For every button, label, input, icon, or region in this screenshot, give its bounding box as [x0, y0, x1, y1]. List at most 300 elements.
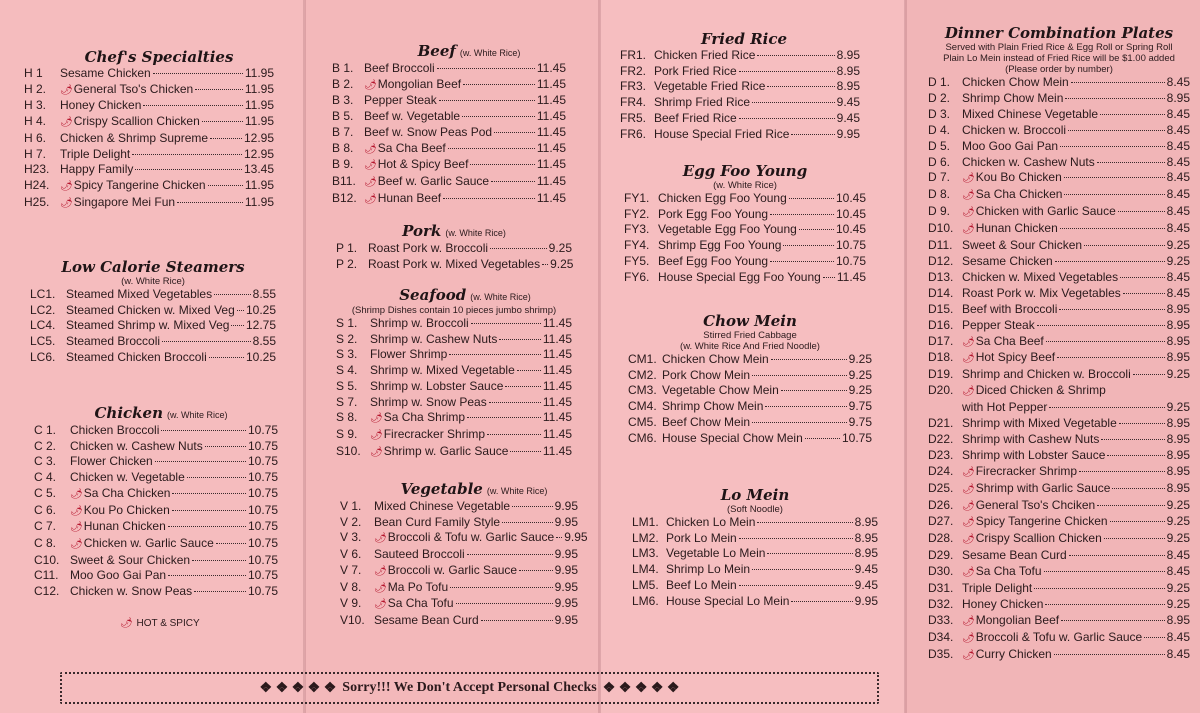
chili-pepper-icon: 🌶 — [962, 190, 975, 202]
item-name: Diced Chicken & Shrimp — [975, 383, 1106, 398]
menu-item — [928, 564, 1190, 581]
item-name: Hunan Chicken — [975, 221, 1058, 236]
item-list — [928, 75, 1190, 664]
chili-pepper-icon: 🌶 — [364, 143, 377, 155]
item-price: 8.55 — [252, 287, 276, 301]
dot-leader — [192, 560, 246, 561]
item-price: 9.25 — [848, 383, 872, 398]
dot-leader — [505, 386, 540, 387]
dot-leader — [1059, 309, 1164, 310]
item-price: 9.95 — [554, 579, 578, 594]
item-name: Pork Lo Mein — [666, 530, 737, 545]
chili-pepper-icon: 🌶 — [962, 632, 975, 644]
section-beef — [332, 42, 566, 207]
item-price: 8.95 — [1166, 350, 1190, 365]
chili-pepper-icon: 🌶 — [70, 488, 83, 500]
menu-item — [620, 111, 860, 127]
item-price: 8.95 — [854, 546, 878, 561]
item-code: CM6. — [628, 430, 657, 445]
menu-item — [620, 64, 860, 80]
item-code: D13. — [928, 269, 954, 284]
item-code: V 2. — [340, 514, 362, 529]
item-price: 10.75 — [835, 253, 866, 268]
section-subtitle: (Soft Noodle) — [727, 504, 783, 515]
item-code: FY1. — [624, 191, 650, 205]
dot-leader — [805, 438, 840, 439]
item-code: B 5. — [332, 109, 354, 124]
chili-pepper-icon: 🌶 — [962, 336, 975, 348]
dot-leader — [791, 601, 852, 602]
item-name: Steamed Shrimp w. Mixed Veg — [66, 318, 230, 333]
item-list — [620, 48, 860, 142]
item-price: 9.95 — [554, 547, 578, 562]
dot-leader — [153, 73, 243, 74]
item-name: Chicken & Shrimp Supreme — [60, 130, 209, 145]
item-name: Pork Egg Foo Young — [658, 206, 769, 221]
menu-item — [34, 454, 278, 470]
item-name: Shrimp with Cashew Nuts — [962, 431, 1100, 446]
section-title: Low Calorie Steamers — [61, 258, 245, 276]
item-code: H 2. — [24, 81, 47, 96]
menu-item — [30, 350, 276, 366]
dot-leader — [1046, 341, 1165, 342]
item-name: Beef w. Vegetable — [364, 109, 461, 124]
item-code: C10. — [34, 552, 60, 567]
menu-item — [928, 448, 1190, 464]
item-name: Beef w. Garlic Sauce — [377, 173, 490, 188]
dot-leader — [194, 591, 246, 592]
item-code: D24. — [928, 463, 954, 478]
dot-leader — [168, 575, 246, 576]
item-list — [628, 352, 872, 446]
dot-leader — [481, 620, 553, 621]
item-price: 8.45 — [1166, 154, 1190, 169]
item-code: D 6. — [928, 154, 951, 169]
item-price: 8.45 — [1166, 122, 1190, 137]
item-name: Beef w. Snow Peas Pod — [364, 124, 493, 139]
item-code: FY5. — [624, 253, 650, 268]
menu-item — [336, 241, 572, 257]
dot-leader — [1037, 325, 1165, 326]
item-price: 11.95 — [244, 177, 274, 192]
item-name: Chicken Broccoli — [70, 423, 160, 437]
item-code: C 6. — [34, 502, 57, 517]
dot-leader — [208, 185, 243, 186]
item-price: 8.95 — [1166, 447, 1190, 462]
menu-item — [34, 553, 278, 569]
dot-leader — [1049, 407, 1164, 408]
item-price: 8.95 — [854, 515, 878, 529]
item-name: Shrimp w. Garlic Sauce — [383, 443, 509, 458]
section-title: Chicken — [94, 404, 163, 422]
item-code: LC2. — [30, 302, 56, 317]
item-code: S 4. — [336, 363, 358, 378]
item-name: Shrimp Fried Rice — [654, 95, 751, 110]
chili-pepper-icon: 🌶 — [60, 117, 73, 129]
item-code: CM3. — [628, 383, 657, 398]
section-header — [34, 404, 278, 423]
menu-item — [30, 334, 276, 350]
menu-item — [34, 519, 278, 536]
menu-item — [928, 464, 1190, 481]
item-price: 8.45 — [1166, 269, 1190, 284]
menu-item — [24, 98, 274, 114]
item-code: B 2. — [332, 76, 354, 91]
item-code: D26. — [928, 497, 954, 512]
menu-item — [632, 562, 878, 578]
item-price: 8.45 — [1166, 221, 1190, 236]
menu-item — [928, 400, 1190, 416]
item-price: 11.45 — [836, 269, 866, 284]
item-price: 9.95 — [554, 596, 578, 611]
menu-item — [928, 647, 1190, 664]
diamond-ornament-icon: ❖ ❖ ❖ ❖ ❖ — [602, 680, 680, 696]
dot-leader — [791, 134, 834, 135]
item-price: 12.95 — [243, 130, 274, 145]
item-code: D 1. — [928, 75, 951, 89]
item-name: Vegetable Fried Rice — [654, 79, 766, 94]
item-code: FY2. — [624, 206, 650, 221]
item-name: Firecracker Shrimp — [383, 426, 486, 441]
dot-leader — [172, 493, 246, 494]
item-name: Hunan Chicken — [83, 519, 166, 534]
item-list — [34, 423, 278, 600]
item-code: D25. — [928, 480, 954, 495]
item-price: 8.45 — [1166, 187, 1190, 202]
item-price: 9.95 — [564, 530, 588, 545]
menu-item — [332, 93, 566, 109]
personal-checks-notice — [60, 672, 879, 704]
item-name: Vegetable Chow Mein — [662, 383, 779, 398]
dot-leader — [231, 325, 244, 326]
item-name: Beef Chow Mein — [662, 414, 751, 429]
item-price: 11.45 — [542, 347, 572, 362]
dot-leader — [143, 105, 242, 106]
chili-pepper-icon: 🌶 — [962, 615, 975, 627]
item-code: D12. — [928, 253, 954, 268]
item-name: Beef Egg Foo Young — [658, 253, 769, 268]
item-code: V 3. — [340, 530, 362, 545]
dot-leader — [752, 569, 853, 570]
chili-pepper-icon: 🌶 — [962, 353, 975, 365]
item-price: 10.75 — [247, 423, 278, 437]
chili-pepper-icon: 🌶 — [374, 599, 387, 611]
item-name: House Special Fried Rice — [654, 126, 790, 141]
item-list — [340, 499, 588, 629]
item-name: Steamed Chicken Broccoli — [66, 349, 207, 364]
menu-item — [628, 383, 872, 399]
menu-item — [340, 530, 588, 547]
menu-item — [928, 238, 1190, 254]
item-name: Kou Bo Chicken — [975, 170, 1062, 185]
item-code: D 7. — [928, 170, 951, 185]
item-code: LC4. — [30, 318, 56, 333]
item-name: Spicy Tangerine Chicken — [975, 514, 1108, 529]
item-price: 8.45 — [1166, 646, 1190, 661]
item-name: Shrimp Lo Mein — [666, 562, 751, 577]
menu-item — [928, 254, 1190, 270]
dot-leader — [462, 116, 535, 117]
dot-leader — [1065, 98, 1164, 99]
item-price: 8.95 — [836, 48, 860, 62]
chili-pepper-icon: 🌶 — [70, 505, 83, 517]
menu-item — [632, 515, 878, 531]
dot-leader — [487, 434, 541, 435]
menu-item — [336, 427, 572, 444]
dot-leader — [1064, 194, 1164, 195]
item-price: 9.25 — [1166, 514, 1190, 529]
menu-item — [928, 367, 1190, 383]
item-name: Chicken Chow Mein — [962, 75, 1069, 89]
item-code: D16. — [928, 317, 954, 332]
item-code: D10. — [928, 221, 954, 236]
dot-leader — [771, 359, 847, 360]
item-code: B 9. — [332, 157, 354, 172]
menu-item — [34, 568, 278, 584]
item-code: C 4. — [34, 470, 57, 485]
item-code: D28. — [928, 531, 954, 546]
menu-item — [928, 481, 1190, 498]
item-name: Mongolian Beef — [377, 76, 462, 91]
chili-pepper-icon: 🌶 — [60, 180, 73, 192]
item-code: V 8. — [340, 579, 362, 594]
dot-leader — [1054, 654, 1165, 655]
item-code: H 4. — [24, 114, 47, 129]
menu-item — [928, 383, 1190, 400]
item-price: 10.45 — [835, 222, 866, 237]
menu-item — [632, 578, 878, 594]
item-name: Shrimp w. Cashew Nuts — [370, 331, 498, 346]
menu-item — [340, 613, 578, 629]
item-name: Beef with Broccoli — [962, 301, 1058, 316]
item-code: CM5. — [628, 414, 657, 429]
item-name: Roast Pork w. Mixed Vegetables — [368, 256, 541, 271]
item-price: 8.45 — [1166, 204, 1190, 219]
menu-item — [332, 61, 566, 77]
dot-leader — [202, 121, 243, 122]
item-name: Beef Broccoli — [364, 61, 435, 75]
item-list — [336, 241, 572, 272]
item-price: 10.75 — [247, 584, 278, 599]
item-code: D 8. — [928, 187, 951, 202]
item-price: 10.75 — [247, 454, 278, 469]
dot-leader — [739, 538, 853, 539]
dot-leader — [1107, 455, 1164, 456]
item-name: Pork Fried Rice — [654, 63, 737, 78]
dot-leader — [489, 402, 541, 403]
item-price: 8.95 — [1166, 416, 1190, 431]
menu-item — [928, 350, 1190, 367]
dot-leader — [214, 294, 251, 295]
item-name: Sesame Chicken — [60, 66, 151, 80]
dot-leader — [1045, 604, 1164, 605]
menu-item — [336, 379, 572, 395]
section-fried-rice — [620, 30, 860, 142]
dot-leader — [1069, 555, 1165, 556]
item-price: 10.75 — [247, 485, 278, 500]
item-price: 10.75 — [841, 430, 872, 445]
menu-item — [24, 114, 274, 131]
dot-leader — [783, 245, 834, 246]
item-price: 8.95 — [836, 79, 860, 94]
item-price: 10.75 — [247, 535, 278, 550]
item-name: Shrimp w. Mixed Vegetable — [370, 363, 515, 378]
item-price: 9.25 — [848, 352, 872, 366]
menu-item — [928, 548, 1190, 564]
dot-leader — [1034, 588, 1164, 589]
section-subtitle: (w. White Rice And Fried Noodle) — [680, 341, 820, 352]
item-name: Pork Chow Mein — [662, 367, 751, 382]
menu-item — [30, 318, 276, 334]
dot-leader — [195, 89, 243, 90]
dot-leader — [1133, 374, 1165, 375]
chili-pepper-icon: 🌶 — [962, 517, 975, 529]
item-code: C11. — [34, 568, 59, 583]
menu-item — [34, 439, 278, 455]
item-code: S 9. — [336, 426, 358, 441]
fold-line — [598, 0, 601, 713]
item-price: 8.45 — [1166, 564, 1190, 579]
dot-leader — [494, 132, 535, 133]
section-title: Pork — [402, 222, 442, 240]
dot-leader — [752, 422, 847, 423]
menu-item — [624, 222, 866, 238]
item-code: V 7. — [340, 562, 362, 577]
dot-leader — [177, 202, 243, 203]
dot-leader — [752, 375, 847, 376]
item-code: D14. — [928, 285, 954, 300]
menu-item — [30, 303, 276, 319]
menu-item — [336, 410, 572, 427]
item-list — [30, 287, 276, 366]
chili-pepper-icon: 🌶 — [364, 176, 377, 188]
dot-leader — [216, 543, 246, 544]
item-code: S 1. — [336, 316, 358, 330]
menu-item — [332, 141, 566, 158]
menu-item — [336, 316, 572, 332]
dot-leader — [1144, 637, 1164, 638]
item-name: Sweet & Sour Chicken — [70, 552, 191, 567]
menu-item — [336, 332, 572, 348]
item-price: 9.45 — [836, 110, 860, 125]
menu-item — [340, 580, 578, 597]
item-price: 9.25 — [1166, 597, 1190, 611]
chili-pepper-icon: 🌶 — [70, 538, 83, 550]
item-price: 12.95 — [243, 146, 274, 161]
menu-item — [628, 368, 872, 384]
chili-pepper-icon: 🌶 — [120, 618, 133, 629]
chili-pepper-icon: 🌶 — [370, 446, 383, 458]
dot-leader — [739, 585, 853, 586]
section-header — [336, 222, 572, 241]
menu-item — [620, 95, 860, 111]
menu-item — [340, 547, 578, 563]
chili-pepper-icon: 🌶 — [962, 224, 975, 236]
section-pork — [336, 222, 572, 272]
item-name: Beef Fried Rice — [654, 110, 737, 125]
dot-leader — [449, 354, 541, 355]
dot-leader — [491, 181, 535, 182]
item-name: Chicken w. Cashew Nuts — [962, 154, 1095, 169]
item-code: FR6. — [620, 126, 647, 141]
section-chicken — [34, 404, 278, 600]
item-code: D34. — [928, 629, 954, 644]
item-name: Happy Family — [60, 162, 134, 177]
item-code: D18. — [928, 350, 954, 365]
item-price: 9.25 — [550, 256, 574, 271]
item-name: House Special Egg Foo Young — [658, 269, 821, 284]
dot-leader — [799, 229, 834, 230]
menu-item — [332, 191, 566, 208]
item-price: 9.75 — [848, 414, 872, 429]
chili-pepper-icon: 🌶 — [374, 533, 387, 545]
item-price: 11.45 — [536, 61, 566, 75]
item-code: S 5. — [336, 378, 358, 393]
dot-leader — [757, 55, 834, 56]
dot-leader — [1104, 538, 1165, 539]
dot-leader — [739, 118, 835, 119]
dot-leader — [237, 310, 244, 311]
item-name: Steamed Chicken w. Mixed Veg — [66, 302, 235, 317]
item-price: 12.75 — [245, 318, 276, 333]
item-price: 9.45 — [836, 95, 860, 110]
item-name: Moo Goo Gai Pan — [962, 138, 1059, 153]
item-price: 9.25 — [1166, 400, 1190, 415]
item-name: General Tso's Chicken — [73, 81, 194, 96]
item-name: Chicken w. Broccoli — [962, 122, 1067, 137]
menu-item — [628, 399, 872, 415]
menu-item — [928, 139, 1190, 155]
section-note: (Shrimp Dishes contain 10 pieces jumbo shrimp) — [351, 305, 557, 316]
dot-leader — [1079, 471, 1165, 472]
item-code: FR3. — [620, 79, 647, 94]
item-price: 9.95 — [554, 514, 578, 529]
item-code: V 1. — [340, 499, 362, 513]
item-code: H23. — [24, 162, 50, 177]
menu-item — [332, 109, 566, 125]
item-name: Shrimp with Garlic Sauce — [975, 480, 1111, 495]
item-price: 11.45 — [536, 76, 566, 91]
dot-leader — [789, 198, 834, 199]
item-code: CM2. — [628, 367, 657, 382]
item-price: 11.45 — [536, 109, 566, 124]
dot-leader — [1060, 228, 1165, 229]
item-code: LM6. — [632, 593, 659, 608]
item-code: B12. — [332, 190, 357, 205]
item-name: Broccoli & Tofu w. Garlic Sauce — [975, 629, 1143, 644]
menu-item — [336, 257, 572, 273]
item-code: LM1. — [632, 515, 659, 529]
chili-pepper-icon: 🌶 — [962, 207, 975, 219]
dot-leader — [502, 522, 553, 523]
menu-item — [928, 107, 1190, 123]
item-code: D27. — [928, 514, 954, 529]
item-code: LM4. — [632, 562, 659, 577]
item-name: Singapore Mei Fun — [73, 194, 176, 209]
item-name: Chicken w. Garlic Sauce — [83, 535, 214, 550]
item-price: 11.45 — [536, 140, 566, 155]
menu-item — [340, 499, 578, 515]
item-list — [632, 515, 878, 609]
menu-item — [628, 415, 872, 431]
dot-leader — [490, 248, 547, 249]
section-vegetable — [340, 480, 588, 629]
dot-leader — [1060, 146, 1165, 147]
dot-leader — [172, 510, 246, 511]
item-price: 8.45 — [1166, 548, 1190, 563]
menu-item — [928, 613, 1190, 630]
item-name: Steamed Mixed Vegetables — [66, 287, 213, 301]
